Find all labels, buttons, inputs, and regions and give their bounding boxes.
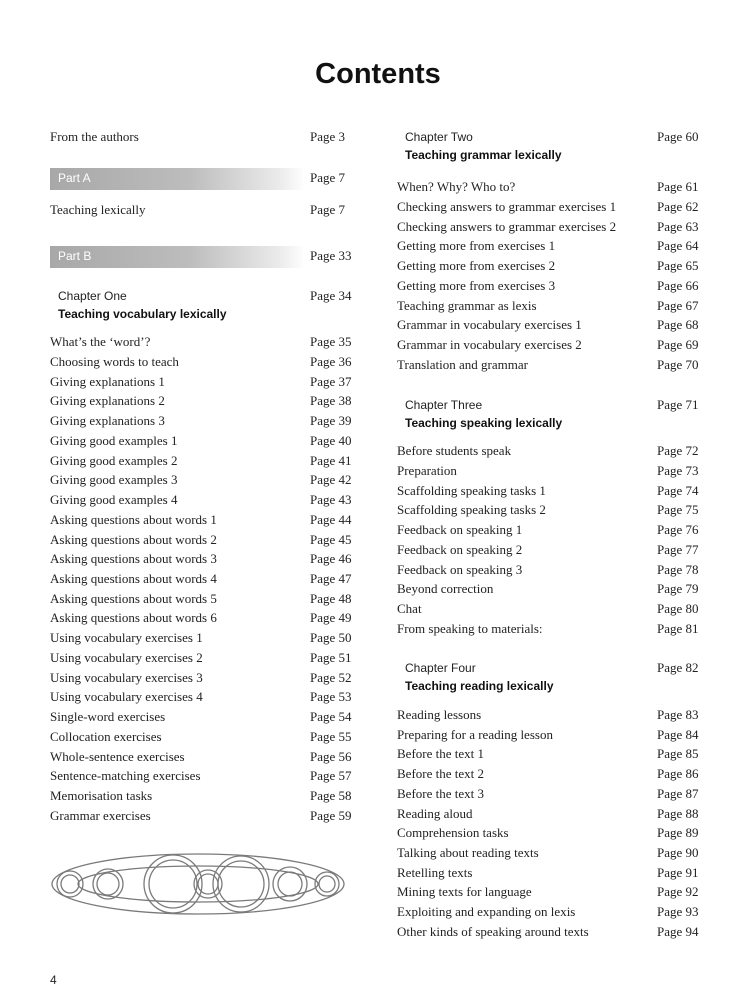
toc-entry[interactable] bbox=[397, 725, 699, 745]
toc-entry-page: Page 77 bbox=[657, 542, 699, 557]
toc-entry-page: Page 82 bbox=[657, 660, 699, 675]
toc-entry-label: Preparation bbox=[397, 463, 457, 478]
toc-entry[interactable] bbox=[397, 217, 699, 237]
toc-entry-page: Page 48 bbox=[310, 591, 352, 606]
toc-entry-page: Page 65 bbox=[657, 258, 699, 273]
toc-entry-page: Page 72 bbox=[657, 443, 699, 458]
page-title: Contents bbox=[315, 58, 441, 90]
toc-entry-page: Page 64 bbox=[657, 238, 699, 253]
toc-entry-label: Using vocabulary exercises 4 bbox=[50, 689, 203, 704]
chapter-number: Chapter One bbox=[58, 289, 127, 303]
toc-entry[interactable] bbox=[397, 863, 699, 883]
part-label: Part B bbox=[58, 249, 92, 263]
toc-entry[interactable] bbox=[397, 843, 699, 863]
toc-entry-label: From the authors bbox=[50, 129, 139, 144]
toc-entry-label: Before the text 3 bbox=[397, 786, 484, 801]
toc-entry-label: When? Why? Who to? bbox=[397, 179, 516, 194]
toc-entry-label: Asking questions about words 5 bbox=[50, 591, 217, 606]
toc-entry-label: Collocation exercises bbox=[50, 729, 162, 744]
toc-entry[interactable] bbox=[50, 490, 350, 510]
toc-entry[interactable] bbox=[397, 764, 699, 784]
toc-entry-label: Comprehension tasks bbox=[397, 825, 509, 840]
chapter-four-heading[interactable] bbox=[397, 661, 699, 701]
toc-entry-page: Page 51 bbox=[310, 650, 352, 665]
toc-entry[interactable] bbox=[397, 902, 699, 922]
toc-entry-page: Page 45 bbox=[310, 532, 352, 547]
toc-entry[interactable] bbox=[50, 127, 350, 147]
toc-entry-page: Page 33 bbox=[310, 248, 352, 263]
toc-entry-label: Giving good examples 4 bbox=[50, 492, 178, 507]
chapter-one-heading[interactable] bbox=[50, 289, 350, 329]
toc-entry-page: Page 44 bbox=[310, 512, 352, 527]
chapter-two-heading[interactable] bbox=[397, 130, 699, 170]
toc-entry-page: Page 68 bbox=[657, 317, 699, 332]
toc-entry-label: Giving explanations 1 bbox=[50, 374, 165, 389]
toc-entry-label: Sentence-matching exercises bbox=[50, 768, 201, 783]
toc-entry[interactable] bbox=[50, 411, 350, 431]
toc-entry-page: Page 55 bbox=[310, 729, 352, 744]
toc-entry-page: Page 35 bbox=[310, 334, 352, 349]
toc-entry-page: Page 7 bbox=[310, 202, 346, 217]
toc-entry-label: Chat bbox=[397, 601, 422, 616]
toc-entry-label: Teaching lexically bbox=[50, 202, 146, 217]
toc-entry-page: Page 3 bbox=[310, 129, 346, 144]
toc-entry-label: Other kinds of speaking around texts bbox=[397, 924, 589, 939]
toc-entry-page: Page 84 bbox=[657, 727, 699, 742]
toc-entry-label: Scaffolding speaking tasks 1 bbox=[397, 483, 546, 498]
toc-entry-page: Page 42 bbox=[310, 472, 352, 487]
toc-entry[interactable] bbox=[397, 256, 699, 276]
toc-entry[interactable] bbox=[50, 628, 350, 648]
toc-entry-label: Using vocabulary exercises 2 bbox=[50, 650, 203, 665]
chapter-number: Chapter Two bbox=[405, 130, 473, 144]
toc-entry-label: Before the text 2 bbox=[397, 766, 484, 781]
toc-entry[interactable] bbox=[397, 599, 699, 619]
toc-entry[interactable] bbox=[397, 236, 699, 256]
toc-entry-page: Page 70 bbox=[657, 357, 699, 372]
toc-entry[interactable] bbox=[397, 296, 699, 316]
toc-entry-label: Getting more from exercises 3 bbox=[397, 278, 556, 293]
toc-entry[interactable] bbox=[50, 549, 350, 569]
toc-entry-label: Asking questions about words 4 bbox=[50, 571, 217, 586]
toc-entry[interactable] bbox=[397, 520, 699, 540]
toc-entry-label: Giving good examples 2 bbox=[50, 453, 178, 468]
chapter-number: Chapter Three bbox=[405, 398, 483, 412]
toc-entry-page: Page 63 bbox=[657, 219, 699, 234]
toc-entry-page: Page 38 bbox=[310, 393, 352, 408]
toc-entry[interactable] bbox=[397, 481, 699, 501]
toc-entry-label: Translation and grammar bbox=[397, 357, 528, 372]
toc-entry-page: Page 37 bbox=[310, 374, 352, 389]
toc-entry-page: Page 83 bbox=[657, 707, 699, 722]
chapter-title: Teaching vocabulary lexically bbox=[58, 307, 227, 321]
toc-entry-page: Page 85 bbox=[657, 746, 699, 761]
toc-entry[interactable] bbox=[50, 806, 350, 826]
toc-entry-page: Page 53 bbox=[310, 689, 352, 704]
part-b-banner[interactable] bbox=[50, 246, 350, 268]
toc-entry-label: Single-word exercises bbox=[50, 709, 166, 724]
toc-entry[interactable] bbox=[50, 707, 350, 727]
toc-entry-label: Teaching grammar as lexis bbox=[397, 298, 537, 313]
toc-entry-page: Page 75 bbox=[657, 502, 699, 517]
toc-entry-page: Page 89 bbox=[657, 825, 699, 840]
toc-entry[interactable] bbox=[50, 727, 350, 747]
toc-entry-page: Page 61 bbox=[657, 179, 699, 194]
toc-entry-label: Feedback on speaking 1 bbox=[397, 522, 523, 537]
toc-entry[interactable] bbox=[397, 500, 699, 520]
toc-entry-page: Page 67 bbox=[657, 298, 699, 313]
toc-entry-label: Giving good examples 1 bbox=[50, 433, 178, 448]
toc-entry-label: Grammar in vocabulary exercises 1 bbox=[397, 317, 582, 332]
toc-entry[interactable] bbox=[50, 687, 350, 707]
toc-entry-page: Page 66 bbox=[657, 278, 699, 293]
toc-entry[interactable] bbox=[397, 823, 699, 843]
toc-entry-label: Reading aloud bbox=[397, 806, 473, 821]
toc-entry-page: Page 74 bbox=[657, 483, 699, 498]
toc-entry[interactable] bbox=[397, 276, 699, 296]
toc-entry-page: Page 52 bbox=[310, 670, 352, 685]
chapter-title: Teaching speaking lexically bbox=[405, 416, 563, 430]
toc-entry-page: Page 56 bbox=[310, 749, 352, 764]
toc-entry-page: Page 58 bbox=[310, 788, 352, 803]
toc-entry[interactable] bbox=[397, 705, 699, 725]
chapter-number: Chapter Four bbox=[405, 661, 476, 675]
toc-entry-label: Getting more from exercises 1 bbox=[397, 238, 556, 253]
toc-entry-page: Page 81 bbox=[657, 621, 699, 636]
toc-entry[interactable] bbox=[50, 747, 350, 767]
toc-entry[interactable] bbox=[50, 530, 350, 550]
toc-entry-page: Page 34 bbox=[310, 288, 352, 303]
toc-entry-page: Page 54 bbox=[310, 709, 352, 724]
toc-entry-label: Beyond correction bbox=[397, 581, 494, 596]
toc-entry[interactable] bbox=[397, 579, 699, 599]
toc-entry-label: Mining texts for language bbox=[397, 884, 532, 899]
toc-entry-label: Asking questions about words 6 bbox=[50, 610, 217, 625]
toc-entry-page: Page 39 bbox=[310, 413, 352, 428]
toc-entry[interactable] bbox=[397, 560, 699, 580]
toc-entry-page: Page 41 bbox=[310, 453, 352, 468]
toc-entry-page: Page 50 bbox=[310, 630, 352, 645]
toc-entry-page: Page 91 bbox=[657, 865, 699, 880]
toc-entry[interactable] bbox=[50, 668, 350, 688]
toc-entry[interactable] bbox=[397, 461, 699, 481]
toc-entry-label: Preparing for a reading lesson bbox=[397, 727, 553, 742]
toc-entry-label: Before the text 1 bbox=[397, 746, 484, 761]
toc-entry-page: Page 94 bbox=[657, 924, 699, 939]
toc-entry-page: Page 93 bbox=[657, 904, 699, 919]
toc-entry[interactable] bbox=[397, 315, 699, 335]
toc-entry[interactable] bbox=[397, 441, 699, 461]
toc-entry-label: Choosing words to teach bbox=[50, 354, 179, 369]
toc-entry-label: Retelling texts bbox=[397, 865, 473, 880]
toc-entry-label: Memorisation tasks bbox=[50, 788, 153, 803]
toc-entry[interactable] bbox=[50, 766, 350, 786]
toc-entry[interactable] bbox=[50, 372, 350, 392]
toc-entry[interactable] bbox=[397, 540, 699, 560]
circles-ornament bbox=[48, 848, 348, 920]
toc-entry-page: Page 90 bbox=[657, 845, 699, 860]
toc-entry[interactable] bbox=[397, 355, 699, 375]
toc-entry-page: Page 47 bbox=[310, 571, 352, 586]
toc-entry[interactable] bbox=[50, 589, 350, 609]
toc-entry-label: Getting more from exercises 2 bbox=[397, 258, 556, 273]
toc-entry-page: Page 73 bbox=[657, 463, 699, 478]
chapter-title: Teaching reading lexically bbox=[405, 679, 554, 693]
toc-entry[interactable] bbox=[50, 786, 350, 806]
toc-entry[interactable] bbox=[50, 352, 350, 372]
toc-entry[interactable] bbox=[50, 608, 350, 628]
chapter-three-heading[interactable] bbox=[397, 398, 699, 438]
toc-entry-label: Before students speak bbox=[397, 443, 512, 458]
toc-entry-page: Page 62 bbox=[657, 199, 699, 214]
toc-entry[interactable] bbox=[50, 510, 350, 530]
toc-entry-page: Page 88 bbox=[657, 806, 699, 821]
page-number: 4 bbox=[50, 973, 57, 987]
toc-entry-label: Using vocabulary exercises 3 bbox=[50, 670, 203, 685]
toc-entry[interactable] bbox=[397, 922, 699, 942]
part-a-banner[interactable] bbox=[50, 168, 350, 190]
toc-entry[interactable] bbox=[50, 332, 350, 352]
toc-entry-label: Giving explanations 3 bbox=[50, 413, 165, 428]
part-label: Part A bbox=[58, 171, 91, 185]
toc-entry[interactable] bbox=[397, 335, 699, 355]
toc-entry[interactable] bbox=[397, 619, 699, 639]
toc-entry[interactable] bbox=[397, 882, 699, 902]
toc-entry[interactable] bbox=[50, 451, 350, 471]
toc-entry[interactable] bbox=[397, 784, 699, 804]
toc-entry-page: Page 79 bbox=[657, 581, 699, 596]
toc-entry-label: Asking questions about words 2 bbox=[50, 532, 217, 547]
toc-entry[interactable] bbox=[50, 431, 350, 451]
toc-entry-page: Page 78 bbox=[657, 562, 699, 577]
toc-entry-label: Giving good examples 3 bbox=[50, 472, 178, 487]
toc-entry-label: Whole-sentence exercises bbox=[50, 749, 185, 764]
toc-entry-label: Exploiting and expanding on lexis bbox=[397, 904, 576, 919]
toc-entry-label: Giving explanations 2 bbox=[50, 393, 165, 408]
toc-entry-label: Feedback on speaking 3 bbox=[397, 562, 523, 577]
toc-entry[interactable] bbox=[50, 470, 350, 490]
toc-entry[interactable] bbox=[397, 197, 699, 217]
toc-entry-label: Asking questions about words 1 bbox=[50, 512, 217, 527]
toc-entry-label: Grammar exercises bbox=[50, 808, 151, 823]
toc-entry[interactable] bbox=[50, 391, 350, 411]
toc-entry-label: Checking answers to grammar exercises 1 bbox=[397, 199, 617, 214]
chapter-title: Teaching grammar lexically bbox=[405, 148, 562, 162]
toc-entry-page: Page 76 bbox=[657, 522, 699, 537]
toc-entry-page: Page 59 bbox=[310, 808, 352, 823]
toc-entry-page: Page 86 bbox=[657, 766, 699, 781]
toc-entry-page: Page 40 bbox=[310, 433, 352, 448]
toc-entry-page: Page 69 bbox=[657, 337, 699, 352]
toc-entry-page: Page 49 bbox=[310, 610, 352, 625]
toc-entry-page: Page 57 bbox=[310, 768, 352, 783]
toc-entry[interactable] bbox=[397, 177, 699, 197]
toc-entry-page: Page 60 bbox=[657, 129, 699, 144]
toc-entry-page: Page 36 bbox=[310, 354, 352, 369]
toc-entry-label: Using vocabulary exercises 1 bbox=[50, 630, 203, 645]
toc-entry[interactable] bbox=[50, 569, 350, 589]
toc-entry-label: Talking about reading texts bbox=[397, 845, 539, 860]
toc-entry-page: Page 7 bbox=[310, 170, 346, 185]
toc-entry-page: Page 92 bbox=[657, 884, 699, 899]
toc-entry-label: Asking questions about words 3 bbox=[50, 551, 217, 566]
toc-entry[interactable] bbox=[397, 804, 699, 824]
toc-entry-label: Checking answers to grammar exercises 2 bbox=[397, 219, 617, 234]
toc-entry-page: Page 71 bbox=[657, 397, 699, 412]
toc-entry-label: Feedback on speaking 2 bbox=[397, 542, 523, 557]
toc-entry-label: What’s the ‘word’? bbox=[50, 334, 151, 349]
toc-entry-label: From speaking to materials: bbox=[397, 621, 543, 636]
toc-entry[interactable] bbox=[50, 200, 350, 220]
toc-entry[interactable] bbox=[397, 744, 699, 764]
toc-entry-label: Scaffolding speaking tasks 2 bbox=[397, 502, 546, 517]
toc-entry-page: Page 43 bbox=[310, 492, 352, 507]
toc-entry-label: Grammar in vocabulary exercises 2 bbox=[397, 337, 582, 352]
toc-entry-label: Reading lessons bbox=[397, 707, 482, 722]
toc-entry-page: Page 80 bbox=[657, 601, 699, 616]
toc-entry-page: Page 46 bbox=[310, 551, 352, 566]
toc-entry-page: Page 87 bbox=[657, 786, 699, 801]
toc-entry[interactable] bbox=[50, 648, 350, 668]
